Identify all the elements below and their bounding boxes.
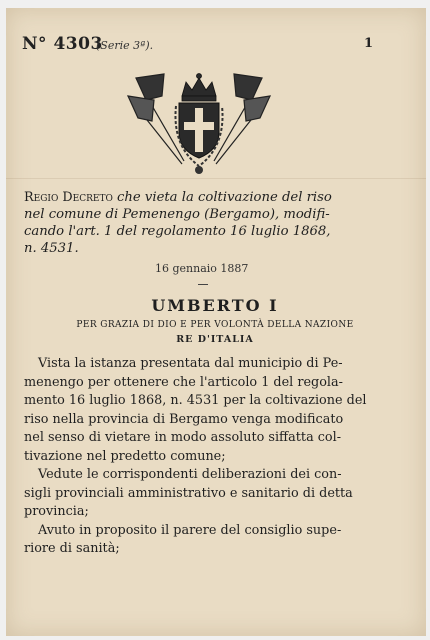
- decree-kind: Regio Decreto: [24, 190, 113, 205]
- serie-label: (Serie 3ª).: [96, 39, 154, 52]
- decree-date: 16 gennaio 1887: [155, 262, 249, 275]
- page-number: 1: [364, 36, 374, 51]
- body-line: Vista la istanza presentata dal municipio di Pe-: [38, 356, 343, 371]
- body-line: provincia;: [24, 504, 89, 520]
- body-line: Avuto in proposito il parere del consiglio supe-: [38, 522, 342, 538]
- body-line: riore di sanità;: [24, 541, 120, 557]
- body-line: nel senso di vietare in modo assoluto siffatta col-: [24, 430, 342, 446]
- king-grace: PER GRAZIA DI DIO E PER VOLONTÀ DELLA NAZIONE: [76, 320, 354, 330]
- decree-line-4: n. 4531.: [24, 240, 79, 256]
- savoy-coat-of-arms-icon: [124, 66, 274, 176]
- decree-line-2: nel comune di Pemenengo (Bergamo), modifi-: [24, 206, 330, 222]
- body-line: sigli provinciali amministrativo e sanitario di detta: [24, 485, 353, 501]
- decree-body: [24, 355, 412, 559]
- body-line: Vedute le corrispondenti deliberazioni dei con-: [38, 467, 342, 483]
- divider: [198, 284, 208, 285]
- decree-title: [24, 190, 399, 258]
- body-line: riso nella provincia di Bergamo venga modificato: [24, 411, 344, 427]
- decree-number: N° 4303: [22, 34, 103, 54]
- decree-line-1: che vieta la coltivazione del riso: [112, 190, 332, 205]
- paper-fold: [6, 178, 426, 179]
- body-line: tivazione nel predetto comune;: [24, 448, 226, 464]
- body-line: mento 16 luglio 1868, n. 4531 per la coltivazione del: [24, 393, 367, 409]
- decree-line-3: cando l'art. 1 del regolamento 16 luglio 1868,: [24, 223, 331, 239]
- king-title: RE D'ITALIA: [176, 334, 254, 345]
- body-line: menengo per ottenere che l'articolo 1 del regola-: [24, 374, 343, 390]
- king-name: UMBERTO I: [151, 296, 279, 315]
